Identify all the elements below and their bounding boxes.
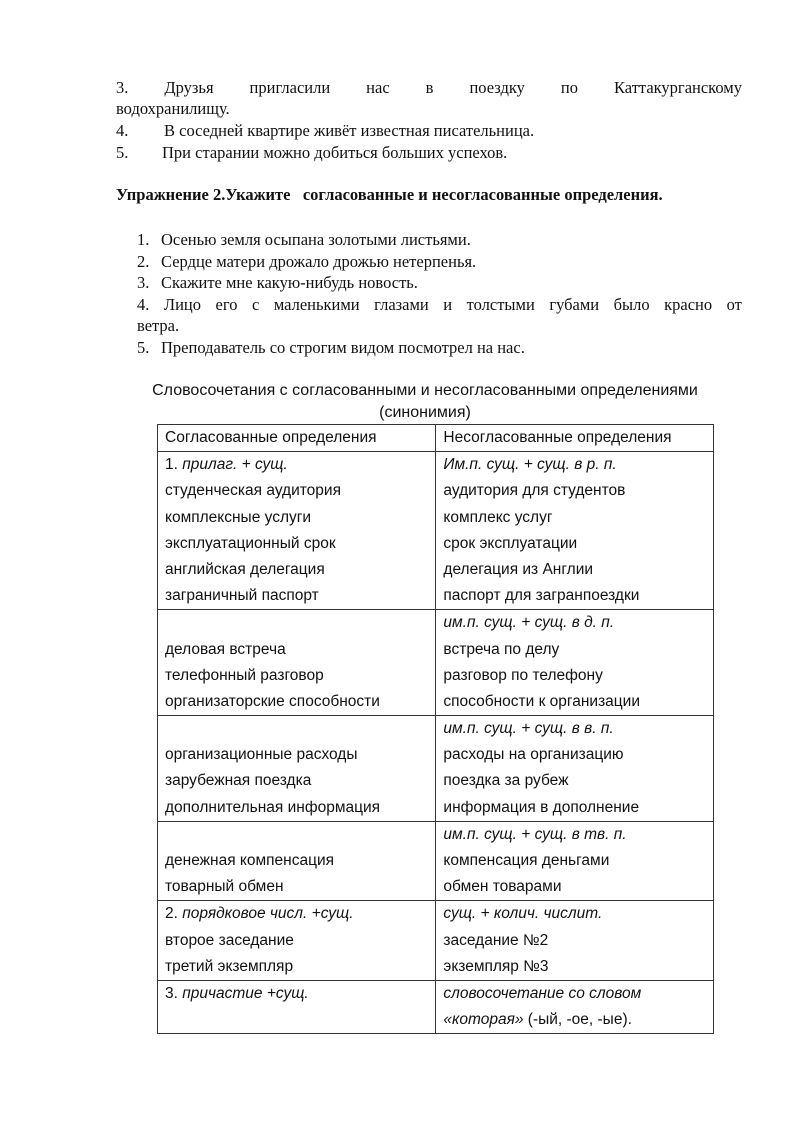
cell-text: разговор по телефону <box>443 666 603 684</box>
cell-line <box>443 583 706 609</box>
cell-line <box>165 557 428 583</box>
cell-line <box>165 531 428 557</box>
cell-line <box>443 928 706 954</box>
cell-text: студенческая аудитория <box>165 482 341 500</box>
cell-text: 3. <box>165 984 183 1002</box>
cell-line <box>165 689 428 715</box>
cell-line <box>443 795 706 821</box>
word: толстыми <box>466 295 535 314</box>
cell-text: деловая встреча <box>165 640 286 658</box>
cell-line <box>443 954 706 980</box>
cell-text: информация в дополнение <box>443 798 640 816</box>
cell-text: встреча по делу <box>443 640 560 658</box>
cell-line <box>443 452 706 478</box>
cell-text: срок эксплуатации <box>443 534 578 552</box>
cell-line <box>165 583 428 609</box>
word: Друзья <box>164 78 214 97</box>
cell-formula: сущ. + колич. числит. <box>443 905 603 923</box>
cell-agreed <box>158 610 436 716</box>
word: Лицо <box>163 295 201 314</box>
cell-formula: порядковое числ. +сущ. <box>182 905 354 923</box>
word: было <box>613 295 650 314</box>
word: его <box>215 295 238 314</box>
cell-line <box>443 610 706 636</box>
cell-line <box>165 663 428 689</box>
cell-text: поездка за рубеж <box>443 772 569 790</box>
cell-line <box>165 874 428 900</box>
item-num: 2. <box>137 252 150 271</box>
exercise2-item-1 <box>137 230 742 250</box>
cell-line <box>165 478 428 504</box>
word: в <box>425 78 434 97</box>
item-text: Скажите мне какую-нибудь новость. <box>161 273 418 292</box>
word: нас <box>366 78 390 97</box>
list1-item-4 <box>116 121 742 141</box>
cell-text: организаторские способности <box>165 692 380 710</box>
cell-line <box>443 901 706 927</box>
word: глазами <box>374 295 429 314</box>
cell-formula: «которая» <box>443 1011 524 1029</box>
cell-text: обмен товарами <box>443 878 562 896</box>
list1-item-3-words <box>116 78 742 98</box>
cell-agreed <box>158 821 436 901</box>
cell-text: экземпляр №3 <box>443 957 549 975</box>
synonymy-table <box>157 424 714 1034</box>
cell-non-agreed <box>436 610 714 716</box>
exercise2-item-5 <box>137 338 742 358</box>
cell-non-agreed <box>436 901 714 981</box>
cell-line <box>443 663 706 689</box>
item-text: Осенью земля осыпана золотыми листьями. <box>161 230 471 249</box>
list1-item-3-num: 3. <box>116 78 129 97</box>
item-num: 1. <box>137 230 150 249</box>
exercise2-item-4-continuation: ветра. <box>137 316 180 335</box>
cell-line <box>165 901 428 927</box>
table-row <box>158 821 714 901</box>
list1-item-5-num: 5. <box>116 143 129 162</box>
cell-line <box>443 505 706 531</box>
cell-text: комплекс услуг <box>443 508 553 526</box>
cell-text: способности к организации <box>443 692 640 710</box>
cell-line <box>165 452 428 478</box>
cell-text: второе заседание <box>165 931 294 949</box>
cell-text: денежная компенсация <box>165 852 335 869</box>
table-header-row <box>158 425 714 452</box>
cell-formula: им.п. сущ. + сущ. в тв. п. <box>443 825 627 843</box>
header-non-agreed: Несогласованные определения <box>436 425 714 452</box>
cell-line <box>165 637 428 663</box>
cell-line <box>443 637 706 663</box>
cell-line <box>165 928 428 954</box>
table-row <box>158 901 714 981</box>
cell-line <box>443 689 706 715</box>
cell-text: третий экземпляр <box>165 957 294 975</box>
cell-text: 1. <box>165 456 183 474</box>
cell-text: 2. <box>165 905 183 923</box>
cell-formula: словосочетание со словом <box>443 984 642 1002</box>
cell-agreed <box>158 980 436 1033</box>
cell-text: паспорт для загранпоездки <box>443 587 640 605</box>
list1-item-5-text: При старании можно добиться больших успехов. <box>162 143 508 162</box>
word: и <box>443 295 453 314</box>
cell-line <box>165 610 428 636</box>
cell-text: (-ый, -ое, -ые). <box>523 1011 632 1029</box>
list1-item-5 <box>116 143 742 163</box>
cell-non-agreed <box>436 716 714 822</box>
cell-line <box>165 742 428 768</box>
cell-line <box>165 795 428 821</box>
list1-item-4-num: 4. <box>116 121 129 140</box>
cell-text: английская делегация <box>165 560 325 578</box>
header-agreed: Согласованные определения <box>158 425 436 452</box>
cell-line <box>443 1007 706 1033</box>
cell-line <box>165 848 428 874</box>
cell-line <box>443 742 706 768</box>
table-caption-line2: (синонимия) <box>379 404 471 421</box>
item-num: 5. <box>137 338 150 357</box>
table-row <box>158 452 714 610</box>
cell-formula: Им.п. сущ. + сущ. в р. п. <box>443 456 617 474</box>
cell-text: заседание №2 <box>443 931 549 949</box>
exercise2-item-2 <box>137 252 742 272</box>
word: губами <box>549 295 600 314</box>
cell-line <box>443 531 706 557</box>
table-body <box>158 452 714 1034</box>
cell-line <box>165 954 428 980</box>
word: Каттакурганскому <box>614 78 742 97</box>
cell-text: эксплуатационный срок <box>165 534 336 552</box>
cell-non-agreed <box>436 452 714 610</box>
cell-formula: прилаг. + сущ. <box>182 456 288 474</box>
table-row <box>158 716 714 822</box>
cell-line <box>443 874 706 900</box>
word: поездку <box>469 78 525 97</box>
cell-line <box>443 848 706 874</box>
cell-text: аудитория для студентов <box>443 482 626 500</box>
cell-formula: им.п. сущ. + сущ. в д. п. <box>443 614 615 632</box>
item-num: 3. <box>137 273 150 292</box>
cell-text: товарный обмен <box>165 878 284 896</box>
cell-line <box>443 716 706 742</box>
cell-non-agreed <box>436 821 714 901</box>
cell-line <box>443 822 706 848</box>
cell-text: компенсация деньгами <box>443 852 610 869</box>
word: красно <box>664 295 713 314</box>
cell-line <box>443 557 706 583</box>
cell-agreed <box>158 901 436 981</box>
cell-text: дополнительная информация <box>165 798 381 816</box>
cell-line <box>165 981 428 1007</box>
cell-formula: им.п. сущ. + сущ. в в. п. <box>443 720 614 738</box>
cell-line <box>165 822 428 848</box>
exercise2-item-3 <box>137 273 742 293</box>
word: от <box>726 295 742 314</box>
word: с <box>251 295 260 314</box>
cell-line <box>165 768 428 794</box>
cell-line <box>443 478 706 504</box>
cell-text: делегация из Англии <box>443 560 594 578</box>
cell-text: зарубежная поездка <box>165 772 312 790</box>
cell-text: расходы на организацию <box>443 746 624 764</box>
cell-line <box>443 768 706 794</box>
word: маленькими <box>273 295 360 314</box>
table-row <box>158 610 714 716</box>
table-caption-line1: Словосочетания с согласованными и несогласованными определениями <box>152 382 698 399</box>
cell-line <box>165 1007 428 1033</box>
list1-item-3-continuation: водохранилищу. <box>116 99 230 118</box>
cell-text: заграничный паспорт <box>165 587 319 605</box>
cell-line <box>443 981 706 1007</box>
list1-item-4-text: В соседней квартире живёт известная писательница. <box>164 121 535 140</box>
exercise2-title: Упражнение 2.Укажите согласованные и несогласованные определения. <box>116 185 663 204</box>
item-text: Преподаватель со строгим видом посмотрел на нас. <box>161 338 525 357</box>
table-row <box>158 980 714 1033</box>
cell-line <box>165 505 428 531</box>
list1-item-3 <box>116 78 742 98</box>
cell-line <box>165 716 428 742</box>
cell-text: телефонный разговор <box>165 666 324 684</box>
cell-agreed <box>158 716 436 822</box>
exercise2-item-4-words <box>137 295 742 315</box>
cell-formula: причастие +сущ. <box>182 984 309 1002</box>
cell-agreed <box>158 452 436 610</box>
word: по <box>560 78 579 97</box>
item-text: Сердце матери дрожало дрожью нетерпенья. <box>161 252 477 271</box>
exercise2-item-4 <box>137 295 742 315</box>
cell-non-agreed <box>436 980 714 1033</box>
word: пригласили <box>249 78 331 97</box>
cell-text: организационные расходы <box>165 746 358 764</box>
item-num: 4. <box>137 295 150 314</box>
cell-text: комплексные услуги <box>165 508 312 526</box>
